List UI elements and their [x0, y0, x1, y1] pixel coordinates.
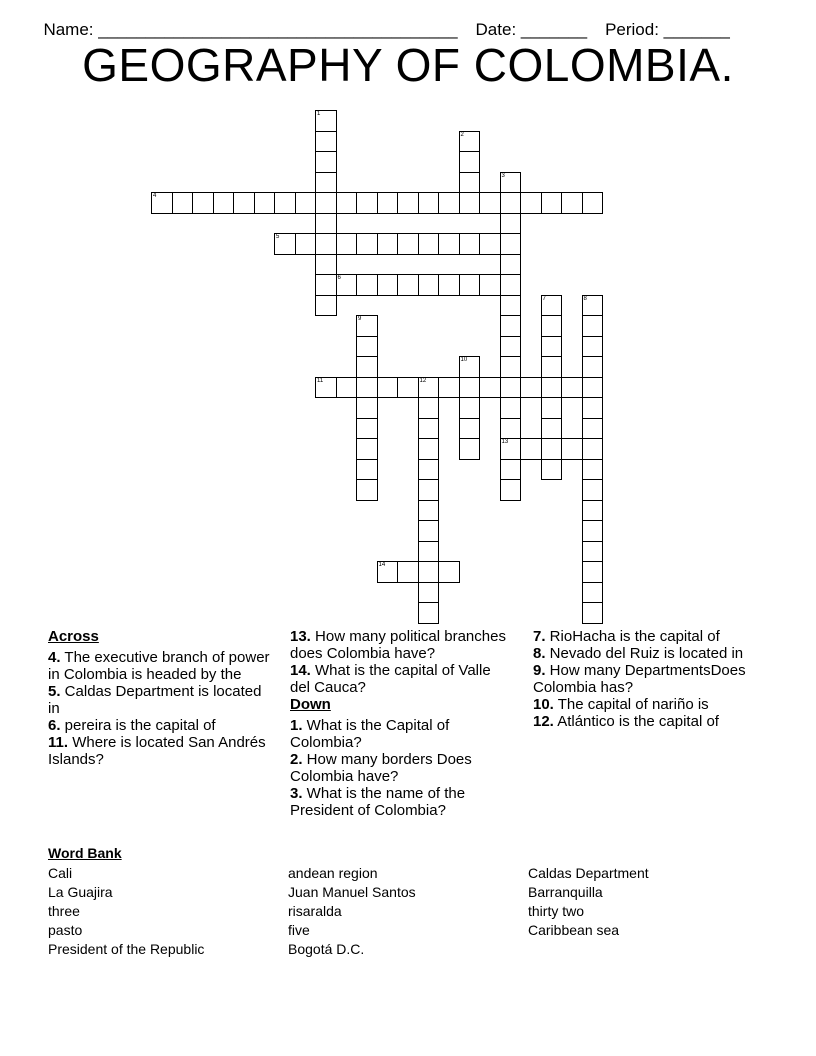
crossword-cell[interactable]	[479, 192, 501, 214]
crossword-cell[interactable]	[500, 274, 522, 296]
crossword-cell[interactable]	[356, 377, 378, 399]
clue-number: 1	[317, 111, 321, 117]
crossword-cell[interactable]	[561, 438, 583, 460]
word-bank-item: five	[288, 922, 310, 938]
crossword-cell[interactable]	[438, 561, 460, 583]
crossword-cell[interactable]	[459, 151, 481, 173]
clue-number: 14	[378, 562, 386, 568]
crossword-cell[interactable]	[561, 192, 583, 214]
crossword-cell[interactable]	[418, 233, 440, 255]
clue-across-11: 11. Where is located San Andrés Islands?	[48, 734, 266, 768]
word-bank-heading: Word Bank	[48, 845, 122, 861]
crossword-cell[interactable]	[582, 397, 604, 419]
crossword-cell[interactable]	[582, 459, 604, 481]
crossword-cell[interactable]	[541, 438, 563, 460]
crossword-cell[interactable]	[500, 254, 522, 276]
clue-number: 3	[501, 172, 505, 179]
crossword-cell[interactable]	[315, 233, 337, 255]
clue-number: 2	[460, 131, 464, 138]
crossword-cell[interactable]	[500, 459, 522, 481]
word-bank-item: Barranquilla	[528, 884, 603, 900]
clue-down-2: 2. How many borders Does Colombia have?	[290, 751, 472, 785]
word-bank-item: Cali	[48, 865, 73, 881]
crossword-cell[interactable]	[377, 561, 399, 583]
crossword-cell[interactable]	[315, 295, 337, 317]
clue-down-3: 3. What is the name of the President of Colombia?	[290, 785, 466, 819]
crossword-cell[interactable]	[459, 274, 481, 296]
clue-down-10: 10. The capital of nariño is	[533, 696, 709, 713]
word-bank-item: Bogotá D.C.	[288, 941, 365, 957]
crossword-cell[interactable]	[582, 438, 604, 460]
clue-down-12: 12. Atlántico is the capital of	[533, 713, 719, 730]
crossword-cell[interactable]	[397, 233, 419, 255]
crossword-cell[interactable]	[500, 192, 522, 214]
crossword-cell[interactable]	[418, 438, 440, 460]
crossword-cell[interactable]	[151, 192, 173, 214]
period-field-label[interactable]: Period: _______	[605, 20, 730, 39]
crossword-cell[interactable]	[418, 192, 440, 214]
crossword-cell[interactable]	[274, 233, 296, 255]
crossword-cell[interactable]	[500, 418, 522, 440]
across-heading: Across	[48, 628, 99, 645]
clue-across-6: 6. pereira is the capital of	[48, 717, 216, 734]
crossword-cell[interactable]	[418, 418, 440, 440]
crossword-cell[interactable]	[541, 356, 563, 378]
crossword-cell[interactable]	[418, 500, 440, 522]
clue-across-5: 5. Caldas Department is located in	[48, 683, 262, 717]
crossword-cell[interactable]	[315, 192, 337, 214]
crossword-cell[interactable]	[500, 213, 522, 235]
clue-down-8: 8. Nevado del Ruiz is located in	[533, 645, 744, 662]
clue-across-14: 14. What is the capital of Valle del Cauca?	[290, 662, 491, 696]
crossword-cell[interactable]	[356, 233, 378, 255]
crossword-cell[interactable]	[520, 438, 542, 460]
crossword-cell[interactable]	[418, 561, 440, 583]
crossword-cell[interactable]	[582, 520, 604, 542]
crossword-cell[interactable]	[315, 131, 337, 153]
word-bank-item: President of the Republic	[48, 941, 205, 957]
clue-number: 11	[317, 377, 324, 384]
crossword-cell[interactable]	[582, 602, 604, 624]
crossword-cell[interactable]	[172, 192, 194, 214]
crossword-cell[interactable]	[500, 336, 522, 358]
crossword-cell[interactable]	[274, 192, 296, 214]
crossword-cell[interactable]	[541, 397, 563, 419]
down-heading: Down	[290, 696, 331, 713]
crossword-cell[interactable]	[459, 377, 481, 399]
word-bank-item: Juan Manuel Santos	[288, 884, 416, 900]
crossword-cell[interactable]	[397, 561, 419, 583]
crossword-cell[interactable]	[356, 479, 378, 501]
word-bank-item: risaralda	[288, 903, 342, 919]
crossword-cell[interactable]	[500, 356, 522, 378]
crossword-cell[interactable]	[315, 213, 337, 235]
clue-number: 13	[501, 439, 509, 445]
crossword-cell[interactable]	[479, 377, 501, 399]
crossword-cell[interactable]	[479, 233, 501, 255]
crossword-cell[interactable]	[315, 254, 337, 276]
crossword-cell[interactable]	[459, 397, 481, 419]
crossword-cell[interactable]	[520, 192, 542, 214]
crossword-cell[interactable]	[459, 418, 481, 440]
crossword-cell[interactable]	[541, 192, 563, 214]
crossword-cell[interactable]	[459, 356, 481, 378]
crossword-cell[interactable]	[418, 479, 440, 501]
crossword-cell[interactable]	[356, 192, 378, 214]
crossword-cell[interactable]	[295, 233, 317, 255]
crossword-cell[interactable]	[500, 295, 522, 317]
crossword-cell[interactable]	[438, 192, 460, 214]
crossword-cell[interactable]	[336, 192, 358, 214]
crossword-cell[interactable]	[438, 274, 460, 296]
crossword-cell[interactable]	[418, 274, 440, 296]
crossword-cell[interactable]	[561, 377, 583, 399]
crossword-cell[interactable]	[356, 418, 378, 440]
crossword-cell[interactable]	[459, 192, 481, 214]
crossword-cell[interactable]	[418, 459, 440, 481]
crossword-cell[interactable]	[582, 479, 604, 501]
crossword-cell[interactable]	[541, 315, 563, 337]
crossword-cell[interactable]	[397, 192, 419, 214]
clue-down-9: 9. How many DepartmentsDoes Colombia has?	[533, 662, 746, 696]
word-bank-item: pasto	[48, 922, 83, 938]
crossword-cell[interactable]	[377, 192, 399, 214]
page-title: GEOGRAPHY OF COLOMBIA.	[82, 39, 734, 91]
crossword-cell[interactable]	[459, 438, 481, 460]
crossword-cell[interactable]	[459, 233, 481, 255]
crossword-cell[interactable]	[418, 397, 440, 419]
clue-across-4: 4. The executive branch of power in Colombia is headed by the	[48, 649, 270, 683]
name-field-label[interactable]: Name: ______________________________________	[43, 20, 458, 39]
crossword-cell[interactable]	[500, 377, 522, 399]
clues-col-3	[533, 628, 753, 730]
word-bank-item: Caribbean sea	[528, 922, 620, 938]
clue-number: 8	[583, 295, 587, 302]
clue-number: 10	[460, 357, 468, 363]
clue-number: 5	[276, 234, 280, 240]
crossword-cell[interactable]	[541, 295, 563, 317]
crossword-cell[interactable]	[336, 233, 358, 255]
crossword-cell[interactable]	[500, 233, 522, 255]
crossword-cell[interactable]	[377, 377, 399, 399]
crossword-cell[interactable]	[438, 233, 460, 255]
word-bank-item: thirty two	[528, 903, 585, 919]
crossword-cell[interactable]	[418, 582, 440, 604]
crossword-cell[interactable]	[356, 315, 378, 337]
crossword-cell[interactable]	[213, 192, 235, 214]
crossword-cell[interactable]	[418, 520, 440, 542]
crossword-cell[interactable]	[356, 397, 378, 419]
crossword-cell[interactable]	[356, 438, 378, 460]
crossword-cell[interactable]	[582, 500, 604, 522]
crossword-cell[interactable]	[418, 541, 440, 563]
crossword-cell[interactable]	[500, 315, 522, 337]
crossword-cell[interactable]	[520, 377, 542, 399]
clues-col-2	[290, 628, 512, 819]
crossword-cell[interactable]	[397, 377, 419, 399]
crossword-cell[interactable]	[459, 131, 481, 153]
crossword-cell[interactable]	[541, 459, 563, 481]
crossword-cell[interactable]	[315, 151, 337, 173]
crossword-cell[interactable]	[356, 459, 378, 481]
word-bank-item: La Guajira	[48, 884, 113, 900]
crossword-cell[interactable]	[315, 274, 337, 296]
crossword-cell[interactable]	[377, 274, 399, 296]
crossword-cell[interactable]	[356, 274, 378, 296]
crossword-cell[interactable]	[459, 172, 481, 194]
clue-number: 4	[153, 193, 157, 199]
crossword-cell[interactable]	[500, 438, 522, 460]
clue-number: 12	[419, 377, 427, 384]
crossword-cell[interactable]	[541, 336, 563, 358]
date-field-label[interactable]: Date: _______	[475, 20, 588, 39]
crossword-cell[interactable]	[295, 192, 317, 214]
crossword-cell[interactable]	[233, 192, 255, 214]
crossword-cell[interactable]	[315, 172, 337, 194]
crossword-cell[interactable]	[582, 377, 604, 399]
crossword-cell[interactable]	[315, 377, 337, 399]
crossword-cell[interactable]	[500, 479, 522, 501]
crossword-cell[interactable]	[254, 192, 276, 214]
clue-across-13: 13. How many political branches does Colombia have?	[290, 628, 506, 662]
clue-down-7: 7. RioHacha is the capital of	[533, 628, 720, 645]
crossword-cell[interactable]	[336, 274, 358, 296]
crossword-cell[interactable]	[397, 274, 419, 296]
word-bank-item: Caldas Department	[528, 865, 649, 881]
crossword-cell[interactable]	[377, 233, 399, 255]
clue-number: 7	[542, 295, 546, 302]
crossword-cell[interactable]	[582, 582, 604, 604]
word-bank-col-1	[48, 864, 204, 959]
crossword-cell[interactable]	[541, 377, 563, 399]
crossword-cell[interactable]	[192, 192, 214, 214]
crossword-cell[interactable]	[500, 397, 522, 419]
clue-number: 6	[337, 275, 341, 281]
crossword-cell[interactable]	[356, 336, 378, 358]
crossword-cell[interactable]	[479, 274, 501, 296]
crossword-cell[interactable]	[582, 418, 604, 440]
crossword-cell[interactable]	[500, 172, 522, 194]
clue-down-1: 1. What is the Capital of Colombia?	[290, 717, 450, 751]
crossword-cell[interactable]	[582, 541, 604, 563]
crossword-cell[interactable]	[315, 110, 337, 132]
crossword-cell[interactable]	[582, 192, 604, 214]
word-bank-item: three	[48, 903, 80, 919]
crossword-cell[interactable]	[582, 356, 604, 378]
word-bank-item: andean region	[288, 865, 378, 881]
word-bank-col-2	[288, 864, 416, 959]
crossword-cell[interactable]	[582, 315, 604, 337]
clue-number: 9	[358, 316, 362, 322]
crossword-cell[interactable]	[582, 295, 604, 317]
crossword-cell[interactable]	[438, 377, 460, 399]
clues-col-1	[48, 628, 276, 768]
crossword-cell[interactable]	[582, 561, 604, 583]
crossword-cell[interactable]	[336, 377, 358, 399]
crossword-cell[interactable]	[582, 336, 604, 358]
crossword-cell[interactable]	[541, 418, 563, 440]
word-bank-col-3	[528, 864, 649, 940]
crossword-cell[interactable]	[418, 377, 440, 399]
crossword-cell[interactable]	[418, 602, 440, 624]
crossword-cell[interactable]	[356, 356, 378, 378]
